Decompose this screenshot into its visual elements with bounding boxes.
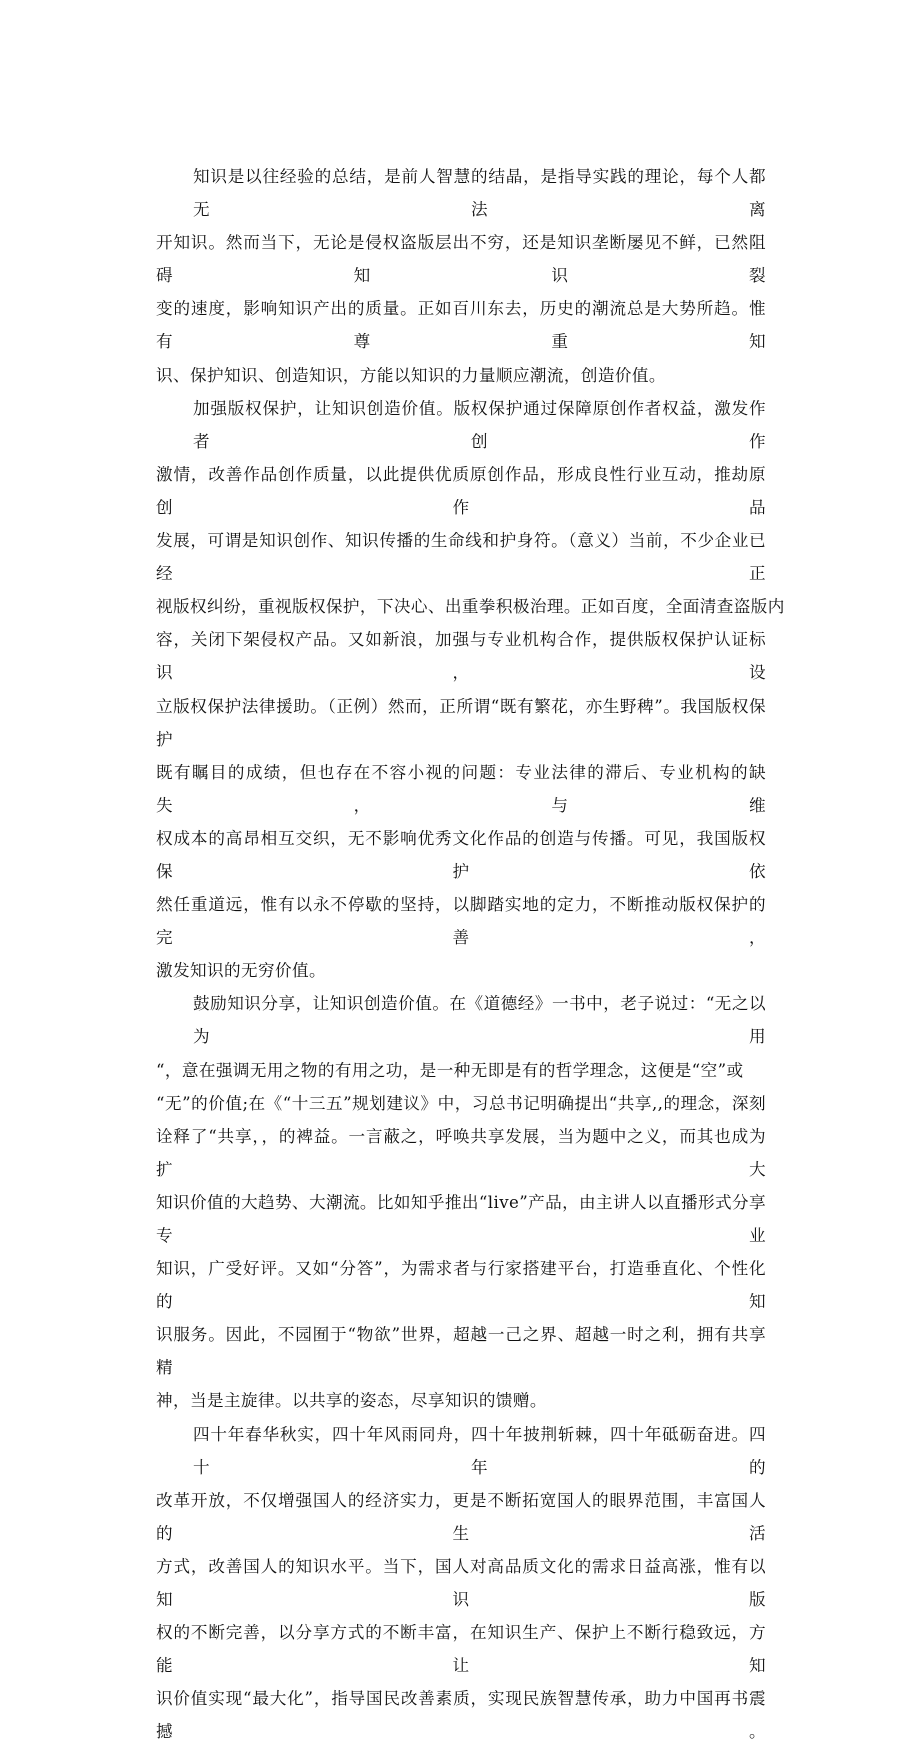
text-line: “无”的价值;在《“十三五”规划建议》中，习总书记明确提出“共享,,的理念，深刻 [156,1093,766,1113]
text-line: 知识，广受好评。又如“分答”，为需求者与行家搭建平台，打造垂直化、个性化的知 [156,1259,766,1312]
text-line: 知识价值的大趋势、大潮流。比如知乎推出“live”产品，由主讲人以直播形式分享专业 [156,1192,766,1245]
text-line: 激发知识的无穷价值。 [156,961,326,981]
text-line: 识、保护知识、创造知识，方能以知识的力量顺应潮流，创造价值。 [156,365,666,385]
text-line: 加强版权保护，让知识创造价值。版权保护通过保障原创作者权益，激发作者创作 [193,398,766,451]
paragraph-1 [156,160,766,392]
text-line: 识价值实现“最大化”，指导国民改善素质，实现民族智慧传承，助力中国再书震撼。 [156,1689,766,1742]
text-line: 知识是以往经验的总结，是前人智慧的结晶，是指导实践的理论，每个人都无法离 [193,167,766,220]
text-line: 变的速度，影响知识产出的质量。正如百川东去，历史的潮流总是大势所趋。惟有尊重知 [156,299,766,352]
text-line: 方式，改善国人的知识水平。当下，国人对高品质文化的需求日益高涨，惟有以知识版 [156,1556,766,1610]
text-line: 然任重道远，惟有以永不停歇的坚持，以脚踏实地的定力，不断推动版权保护的完善， [156,895,766,948]
text-line: 识服务。因此，不园囿于“物欲”世界，超越一己之界、超越一时之利，拥有共享精 [156,1325,766,1378]
text-line: 立版权保护法律援助。（正例）然而，正所谓“既有繁花，亦生野稗”。我国版权保护 [156,696,766,749]
text-line: 鼓励知识分享，让知识创造价值。在《道德经》一书中，老子说过：“无之以为用 [193,994,766,1047]
paragraph-3 [156,987,766,1417]
text-line: 开知识。然而当下，无论是侵权盗版层出不穷，还是知识垄断屡见不鲜，已然阻碍知识裂 [156,233,766,286]
text-line: 视版权纠纷，重视版权保护，下决心、出重拳积极治理。正如百度，全面清查盗版内 [156,597,785,617]
text-line: 发展，可谓是知识创作、知识传播的生命线和护身符。（意义）当前，不少企业已经正 [156,531,766,584]
paragraph-4 [156,1418,766,1749]
text-line: 改革开放，不仅增强国人的经济实力，更是不断拓宽国人的眼界范围，丰富国人的生活 [156,1490,766,1543]
paragraph-2 [156,392,785,988]
text-line: 权成本的高昂相互交织，无不影响优秀文化作品的创造与传播。可见，我国版权保护依 [156,828,766,881]
text-line: 既有瞩目的成绩，但也存在不容小视的问题：专业法律的滞后、专业机构的缺失，与维 [156,762,766,815]
text-line: 四十年春华秋实，四十年风雨同舟，四十年披荆斩棘，四十年砥砺奋进。四十年的 [193,1424,766,1477]
text-line: 神，当是主旋律。以共享的姿态，尽享知识的馈赠。 [156,1391,547,1411]
document-body [156,160,785,1749]
text-line: 容，关闭下架侵权产品。又如新浪，加强与专业机构合作，提供版权保护认证标识，设 [156,630,766,683]
text-line: “，意在强调无用之物的有用之功，是一种无即是有的哲学理念，这便是“空”或 [156,1060,744,1080]
text-line: 权的不断完善，以分享方式的不断丰富，在知识生产、保护上不断行稳致远，方能让知 [156,1623,766,1676]
text-line: 激情，改善作品创作质量，以此提供优质原创作品，形成良性行业互动，推劫原创作品 [156,464,766,517]
text-line: 诠释了“共享，，的裨益。一言蔽之，呼唤共享发展，当为题中之义，而其也成为扩大 [156,1126,766,1179]
